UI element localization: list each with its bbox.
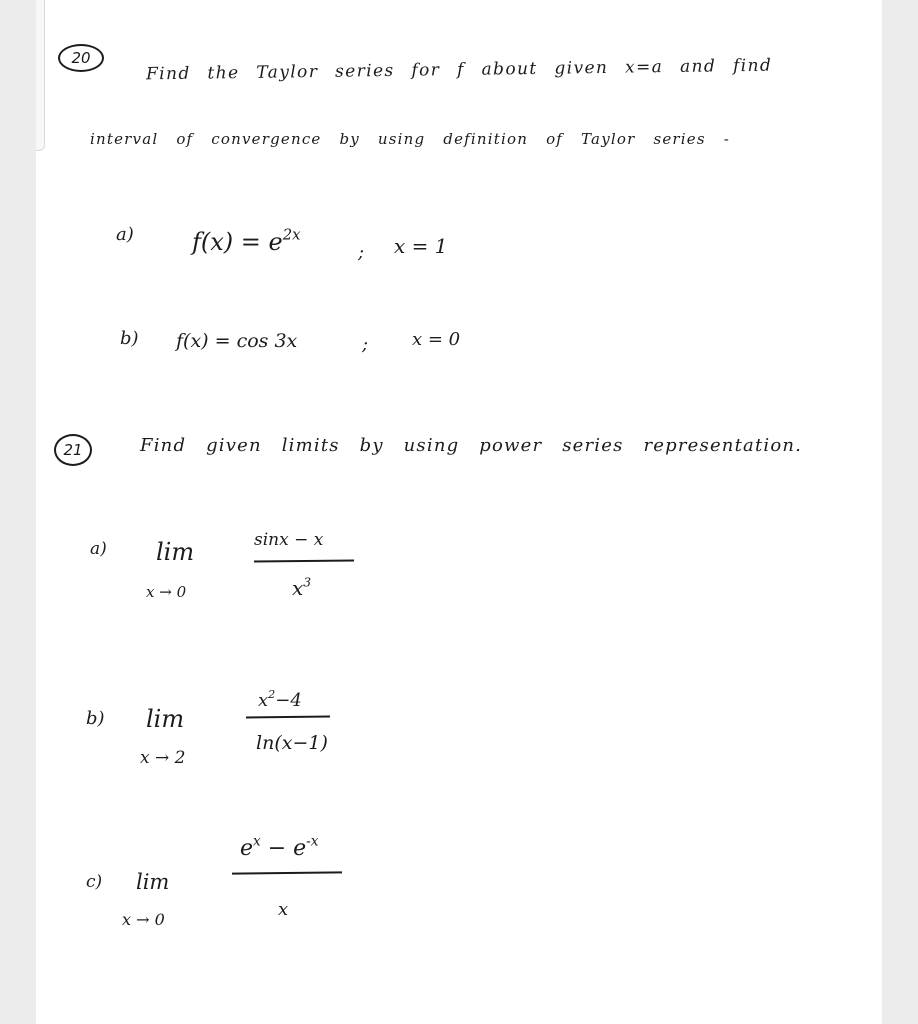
- question-21-a-denominator-exponent: 3: [303, 574, 312, 590]
- question-21-b-numerator-exponent: 2: [268, 688, 276, 702]
- question-20-a-semicolon: ;: [358, 242, 365, 263]
- question-21-c-numerator-e1: e: [240, 836, 254, 861]
- question-21-c-numerator: [240, 833, 319, 861]
- question-20-b-function: f(x) = cos 3x: [176, 330, 298, 352]
- question-21-number: [54, 434, 92, 466]
- question-21-b-lim: lim: [146, 705, 185, 733]
- question-21-a-denominator: [292, 574, 312, 600]
- question-20-a-function: [192, 225, 301, 256]
- question-20-a-exponent: 2x: [282, 225, 301, 244]
- side-panel-tab[interactable]: [36, 0, 45, 151]
- question-21-b-label: b): [86, 708, 105, 729]
- question-20-line-1: Find the Taylor series for f about given x=a and find: [145, 55, 773, 85]
- question-21-a-lim: lim: [156, 538, 195, 566]
- question-20-a-function-text: f(x) = e: [192, 228, 283, 256]
- question-21-a-numerator: sinx − x: [254, 530, 324, 550]
- question-21-c-numerator-minus-e2: − e: [260, 836, 307, 861]
- question-21-c-fraction-bar: [232, 871, 342, 874]
- question-20-b-point: x = 0: [412, 329, 461, 350]
- question-21-a-lim-subscript: x → 0: [146, 583, 187, 601]
- question-21-a-label: a): [90, 539, 107, 559]
- question-20-number: [58, 44, 104, 72]
- question-20-b-label: b): [120, 328, 139, 349]
- question-21-b-fraction-bar: [246, 716, 330, 719]
- photo-page: [36, 0, 882, 1024]
- question-21-b-denominator: ln(x−1): [256, 732, 328, 754]
- question-20-a-point: x = 1: [394, 234, 448, 258]
- question-21-number-text: 21: [63, 441, 83, 459]
- question-20-a-label: a): [116, 224, 134, 245]
- question-20-b-semicolon: ;: [362, 334, 369, 355]
- question-21-c-numerator-exponent-2: -x: [306, 833, 319, 850]
- question-21-c-denominator: x: [278, 899, 289, 920]
- question-20-line-2: interval of convergence by using definition of Taylor series -: [90, 130, 730, 148]
- question-21-b-lim-subscript: x → 2: [140, 748, 186, 768]
- question-21-a-denominator-text: x: [292, 576, 304, 600]
- question-21-c-label: c): [86, 872, 103, 892]
- question-21-c-numerator-exponent-1: x: [253, 833, 261, 850]
- question-21-b-numerator-rest: −4: [275, 690, 302, 711]
- question-21-b-numerator-base: x: [258, 690, 269, 711]
- question-21-line-1: Find given limits by using power series representation.: [140, 435, 803, 456]
- question-20-number-text: 20: [71, 49, 91, 67]
- question-21-c-lim: lim: [136, 870, 170, 894]
- question-21-a-fraction-bar: [254, 559, 354, 562]
- question-21-b-numerator: [258, 688, 302, 711]
- question-21-c-lim-subscript: x → 0: [122, 910, 165, 929]
